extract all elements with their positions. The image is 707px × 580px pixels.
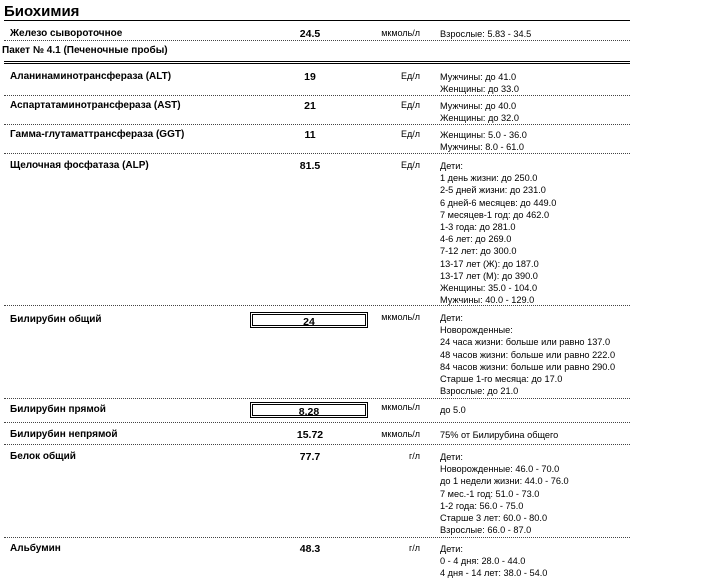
test-unit: мкмоль/л bbox=[381, 402, 420, 412]
reference-line: до 5.0 bbox=[440, 405, 466, 415]
reference-line: 4 дня - 14 лет: 38.0 - 54.0 bbox=[440, 568, 548, 579]
reference-line: 7 мес.-1 год: 51.0 - 73.0 bbox=[440, 488, 540, 499]
test-unit: Ед/л bbox=[400, 129, 420, 139]
test-unit: Ед/л bbox=[400, 160, 420, 170]
title-divider bbox=[4, 20, 630, 21]
test-value-flagged: 8.28 bbox=[250, 402, 368, 418]
test-unit: мкмоль/л bbox=[381, 28, 420, 38]
test-unit: г/л bbox=[408, 451, 420, 461]
reference-line: 24 часа жизни: больше или равно 137.0 bbox=[440, 337, 611, 348]
reference-line: Мужчины: до 40.0 bbox=[440, 101, 517, 111]
reference-line: Женщины: до 32.0 bbox=[440, 113, 519, 124]
test-value: 48.3 bbox=[299, 543, 321, 555]
test-name: Аланинаминотрансфераза (ALT) bbox=[10, 71, 172, 82]
test-value: 19 bbox=[304, 71, 316, 83]
reference-line: Мужчины: до 41.0 bbox=[440, 72, 517, 82]
reference-line: 75% от Билирубина общего bbox=[440, 430, 559, 440]
test-value: 15.72 bbox=[296, 429, 324, 441]
reference-line: 7 месяцев-1 год: до 462.0 bbox=[440, 209, 550, 220]
reference-range bbox=[440, 429, 558, 441]
reference-line: Взрослые: 5.83 - 34.5 bbox=[440, 29, 532, 39]
reference-line: Старше 3 лет: 60.0 - 80.0 bbox=[440, 513, 548, 524]
reference-range bbox=[440, 312, 615, 397]
row-divider bbox=[4, 153, 630, 154]
reference-line: Женщины: 5.0 - 36.0 bbox=[440, 130, 527, 140]
test-name: Билирубин общий bbox=[10, 314, 102, 325]
test-unit: г/л bbox=[408, 543, 420, 553]
reference-line: 84 часов жизни: больше или равно 290.0 bbox=[440, 361, 616, 372]
reference-line: 1-2 года: 56.0 - 75.0 bbox=[440, 500, 524, 511]
test-unit: Ед/л bbox=[400, 100, 420, 110]
row-divider bbox=[4, 305, 630, 306]
reference-line: 1 день жизни: до 250.0 bbox=[440, 173, 538, 184]
test-value-flagged: 24 bbox=[250, 312, 368, 328]
reference-line: Женщины: 35.0 - 104.0 bbox=[440, 283, 538, 294]
test-value: 21 bbox=[304, 100, 316, 112]
test-name: Щелочная фосфатаза (ALP) bbox=[10, 160, 149, 171]
reference-line: Дети: bbox=[440, 544, 463, 554]
row-divider bbox=[4, 95, 630, 96]
test-name: Билирубин непрямой bbox=[10, 429, 118, 440]
reference-range bbox=[440, 129, 527, 153]
reference-line: Мужчины: 40.0 - 129.0 bbox=[440, 295, 535, 306]
test-value: 77.7 bbox=[299, 451, 321, 463]
reference-line: 7-12 лет: до 300.0 bbox=[440, 246, 517, 257]
row-divider bbox=[4, 537, 630, 538]
packet-title: Пакет № 4.1 (Печеночные пробы) bbox=[2, 45, 168, 56]
test-name: Железо сывороточное bbox=[10, 28, 123, 39]
test-name: Билирубин прямой bbox=[10, 404, 106, 415]
test-value: 24.5 bbox=[299, 28, 321, 40]
test-name: Гамма-глутаматтрансфераза (GGT) bbox=[10, 129, 185, 140]
reference-line: Новорожденные: 46.0 - 70.0 bbox=[440, 464, 560, 475]
row-divider bbox=[4, 40, 630, 41]
test-value: 11 bbox=[304, 129, 316, 141]
reference-line: 13-17 лет (М): до 390.0 bbox=[440, 270, 538, 281]
reference-line: Мужчины: 8.0 - 61.0 bbox=[440, 142, 525, 153]
reference-range bbox=[440, 160, 556, 306]
reference-line: 0 - 4 дня: 28.0 - 44.0 bbox=[440, 556, 526, 567]
reference-line: Дети: bbox=[440, 313, 463, 323]
row-divider bbox=[4, 422, 630, 423]
reference-line: Дети: bbox=[440, 161, 463, 171]
reference-line: Дети: bbox=[440, 452, 463, 462]
packet-divider bbox=[4, 61, 630, 64]
reference-line: Женщины: до 33.0 bbox=[440, 84, 519, 95]
row-divider bbox=[4, 398, 630, 399]
reference-line: 4-6 лет: до 269.0 bbox=[440, 234, 512, 245]
test-unit: мкмоль/л bbox=[381, 429, 420, 439]
reference-line: 48 часов жизни: больше или равно 222.0 bbox=[440, 349, 616, 360]
reference-range bbox=[440, 543, 547, 580]
test-value: 81.5 bbox=[299, 160, 321, 172]
reference-line: 13-17 лет (Ж): до 187.0 bbox=[440, 258, 539, 269]
reference-line: Новорожденные: bbox=[440, 325, 513, 336]
reference-range bbox=[440, 28, 531, 40]
reference-range bbox=[440, 100, 519, 124]
reference-line: 2-5 дней жизни: до 231.0 bbox=[440, 185, 546, 196]
row-divider bbox=[4, 124, 630, 125]
reference-range bbox=[440, 404, 466, 416]
test-name: Белок общий bbox=[10, 451, 76, 462]
reference-line: Старше 1-го месяца: до 17.0 bbox=[440, 374, 563, 385]
reference-line: 6 дней-6 месяцев: до 449.0 bbox=[440, 197, 557, 208]
test-unit: мкмоль/л bbox=[381, 312, 420, 322]
test-unit: Ед/л bbox=[400, 71, 420, 81]
reference-line: Взрослые: 66.0 - 87.0 bbox=[440, 525, 532, 536]
section-title: Биохимия bbox=[4, 3, 80, 20]
reference-range bbox=[440, 71, 519, 95]
reference-line: до 1 недели жизни: 44.0 - 76.0 bbox=[440, 476, 569, 487]
reference-line: Взрослые: до 21.0 bbox=[440, 386, 519, 397]
test-name: Альбумин bbox=[10, 543, 61, 554]
reference-range bbox=[440, 451, 569, 536]
row-divider bbox=[4, 444, 630, 445]
reference-line: 1-3 года: до 281.0 bbox=[440, 222, 516, 233]
test-name: Аспартатаминотрансфераза (AST) bbox=[10, 100, 181, 111]
